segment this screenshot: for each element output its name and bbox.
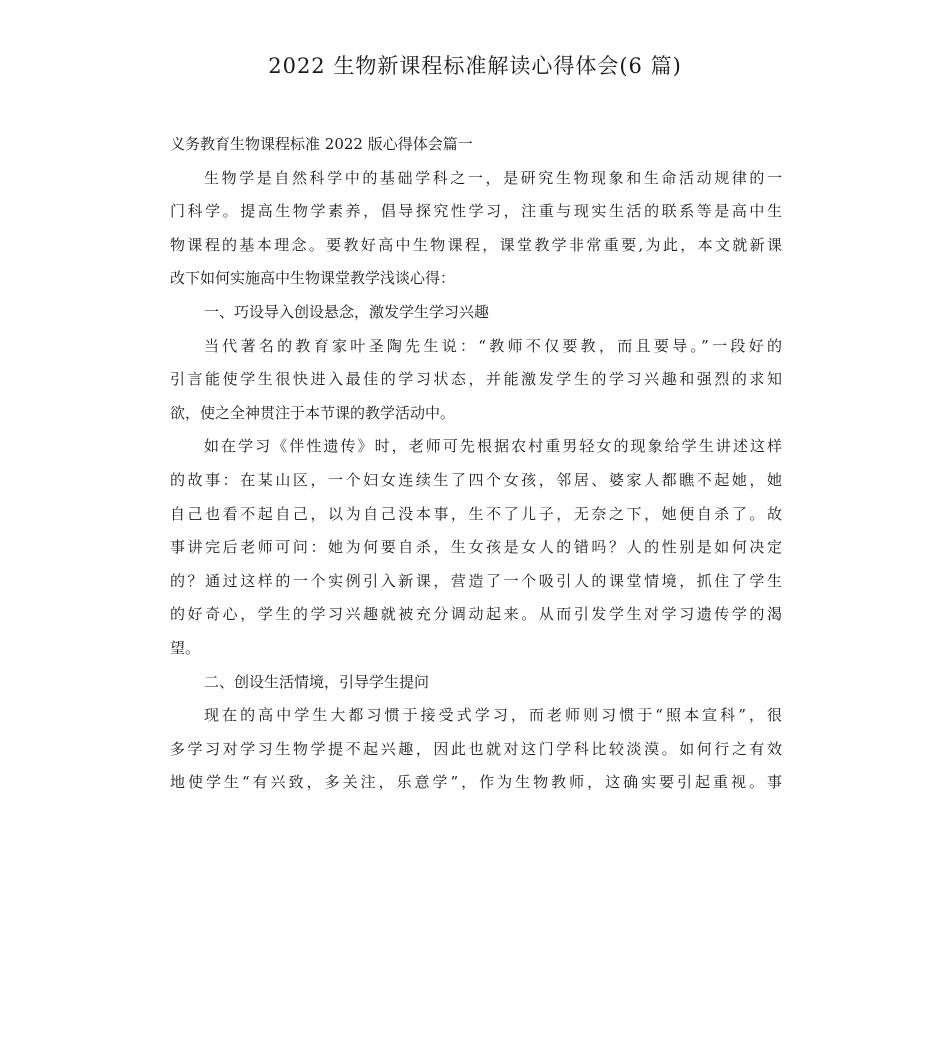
paragraph-line: 现在的高中学生大都习惯于接受式学习，而老师则习惯于“照本宣科”，很 bbox=[204, 706, 782, 725]
paragraph-line: 生物学是自然科学中的基础学科之一，是研究生物现象和生命活动规律的一 bbox=[204, 168, 782, 187]
section-title: 一、巧设导入创设悬念，激发学生学习兴趣 bbox=[204, 302, 490, 321]
paragraph-line: 望。 bbox=[170, 638, 201, 657]
paragraph-line: 引言能使学生很快进入最佳的学习状态，并能激发学生的学习兴趣和强烈的求知 bbox=[170, 370, 782, 389]
paragraph-line: 物课程的基本理念。要教好高中生物课程，课堂教学非常重要,为此，本文就新课 bbox=[170, 235, 782, 254]
paragraph-line: 当代著名的教育家叶圣陶先生说：“教师不仅要教，而且要导。”一段好的 bbox=[204, 336, 782, 355]
paragraph-line: 事讲完后老师可问：她为何要自杀，生女孩是女人的错吗？人的性别是如何决定 bbox=[170, 538, 782, 557]
section-heading: 义务教育生物课程标准 2022 版心得体会篇一 bbox=[170, 135, 473, 153]
paragraph-line: 多学习对学习生物学提不起兴趣，因此也就对这门学科比较淡漠。如何行之有效 bbox=[170, 739, 782, 758]
paragraph-line: 自己也看不起自己，以为自己没本事，生不了儿子，无奈之下，她便自杀了。故 bbox=[170, 504, 782, 523]
paragraph-line: 的好奇心，学生的学习兴趣就被充分调动起来。从而引发学生对学习遗传学的渴 bbox=[170, 605, 782, 624]
paragraph-line: 的故事：在某山区，一个妇女连续生了四个女孩，邻居、婆家人都瞧不起她，她 bbox=[170, 470, 782, 489]
paragraph-line: 的？通过这样的一个实例引入新课，营造了一个吸引人的课堂情境，抓住了学生 bbox=[170, 571, 782, 590]
document-body bbox=[170, 128, 782, 800]
paragraph-line: 门科学。提高生物学素养，倡导探究性学习，注重与现实生活的联系等是高中生 bbox=[170, 202, 782, 221]
paragraph-line: 欲，使之全神贯注于本节课的教学活动中。 bbox=[170, 403, 456, 422]
paragraph-line: 改下如何实施高中生物课堂教学浅谈心得： bbox=[170, 269, 456, 288]
document-title: 2022 生物新课程标准解读心得体会(6 篇) bbox=[268, 54, 682, 78]
paragraph-line: 地使学生“有兴致，多关注，乐意学”，作为生物教师，这确实要引起重视。事 bbox=[170, 773, 782, 792]
paragraph-line: 如在学习《伴性遗传》时，老师可先根据农村重男轻女的现象给学生讲述这样 bbox=[204, 437, 782, 456]
section-title: 二、创设生活情境，引导学生提问 bbox=[204, 672, 430, 691]
